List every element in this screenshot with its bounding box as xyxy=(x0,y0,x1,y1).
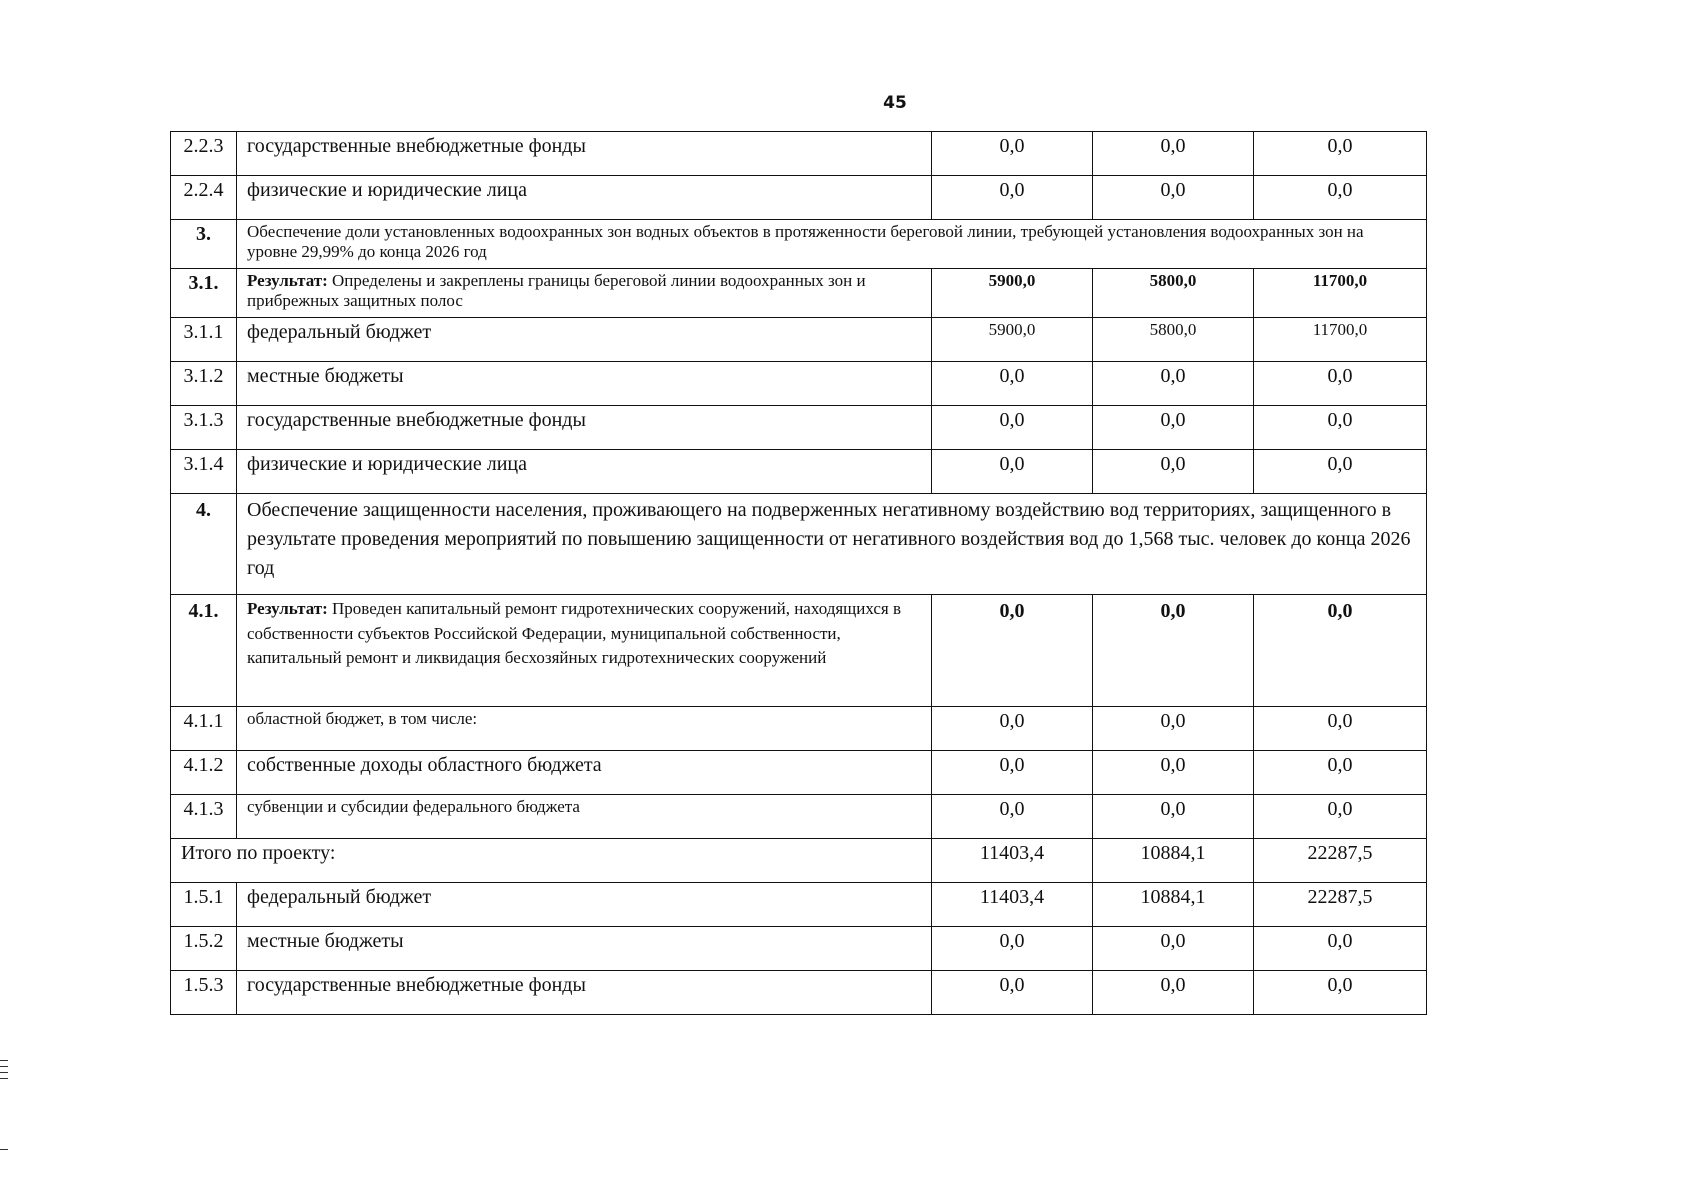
table-row xyxy=(171,971,1427,1015)
value-cell: 0,0 xyxy=(1254,751,1427,795)
value-cell: 0,0 xyxy=(932,751,1093,795)
budget-table xyxy=(170,131,1427,1015)
row-name: государственные внебюджетные фонды xyxy=(237,132,932,176)
table-row xyxy=(171,795,1427,839)
value-cell: 0,0 xyxy=(1093,971,1254,1015)
value-cell: 0,0 xyxy=(1093,406,1254,450)
row-number: 4.1.1 xyxy=(171,707,237,751)
task-description: Обеспечение защищенности населения, проживающего на подверженных негативному воздействию вод территориях, защищенного в результате проведения мероприятий по повышению защищенности от негативного воздействия вод до 1,568 тыс. человек до конца 2026 год xyxy=(237,494,1427,595)
row-number: 4.1.3 xyxy=(171,795,237,839)
table-row xyxy=(171,176,1427,220)
value-cell: 0,0 xyxy=(1254,132,1427,176)
task-row xyxy=(171,220,1427,269)
row-name: физические и юридические лица xyxy=(237,176,932,220)
value-cell: 0,0 xyxy=(1093,595,1254,707)
row-number: 3.1. xyxy=(171,269,237,318)
table-row xyxy=(171,406,1427,450)
value-cell: 0,0 xyxy=(932,927,1093,971)
value-cell: 11700,0 xyxy=(1254,318,1427,362)
value-cell: 0,0 xyxy=(1254,450,1427,494)
table-row xyxy=(171,132,1427,176)
value-cell: 0,0 xyxy=(1093,927,1254,971)
value-cell: 0,0 xyxy=(1254,176,1427,220)
edge-tick xyxy=(0,1072,8,1073)
value-cell: 0,0 xyxy=(1093,751,1254,795)
total-label: Итого по проекту: xyxy=(171,839,932,883)
page-number: 45 xyxy=(883,93,907,113)
row-number: 3.1.3 xyxy=(171,406,237,450)
row-number: 4. xyxy=(171,494,237,595)
table-row xyxy=(171,707,1427,751)
table-row xyxy=(171,318,1427,362)
row-number: 4.1. xyxy=(171,595,237,707)
row-number: 4.1.2 xyxy=(171,751,237,795)
value-cell: 0,0 xyxy=(932,176,1093,220)
result-description xyxy=(237,269,932,318)
value-cell: 0,0 xyxy=(932,362,1093,406)
result-text: Проведен капитальный ремонт гидротехнических сооружений, находящихся в собственности субъектов Российской Федерации, муниципальной собственности, капитальный ремонт и ликвидация бесхозяйных гидротехнических сооружений xyxy=(247,599,902,668)
row-number: 3.1.2 xyxy=(171,362,237,406)
edge-tick xyxy=(0,1149,8,1150)
result-label: Результат: xyxy=(247,271,328,290)
value-cell: 0,0 xyxy=(1093,362,1254,406)
value-cell: 0,0 xyxy=(1093,707,1254,751)
row-name: федеральный бюджет xyxy=(237,318,932,362)
table-row xyxy=(171,751,1427,795)
value-cell: 5900,0 xyxy=(932,318,1093,362)
row-number: 1.5.2 xyxy=(171,927,237,971)
value-cell: 0,0 xyxy=(1093,450,1254,494)
row-number: 3.1.4 xyxy=(171,450,237,494)
result-label: Результат: xyxy=(247,599,328,618)
edge-tick xyxy=(0,1066,8,1067)
value-cell: 5800,0 xyxy=(1093,318,1254,362)
task-row xyxy=(171,494,1427,595)
row-number: 2.2.4 xyxy=(171,176,237,220)
table-row xyxy=(171,362,1427,406)
task-description: Обеспечение доли установленных водоохранных зон водных объектов в протяженности береговой линии, требующей установления водоохранных зон на уровне 29,99% до конца 2026 год xyxy=(237,220,1427,269)
row-number: 3.1.1 xyxy=(171,318,237,362)
row-name: физические и юридические лица xyxy=(237,450,932,494)
row-name: федеральный бюджет xyxy=(237,883,932,927)
value-cell: 0,0 xyxy=(932,795,1093,839)
value-cell: 0,0 xyxy=(932,132,1093,176)
table-row xyxy=(171,927,1427,971)
value-cell: 11403,4 xyxy=(932,839,1093,883)
value-cell: 0,0 xyxy=(1254,795,1427,839)
value-cell: 5800,0 xyxy=(1093,269,1254,318)
value-cell: 0,0 xyxy=(932,595,1093,707)
value-cell: 0,0 xyxy=(932,971,1093,1015)
value-cell: 0,0 xyxy=(1093,176,1254,220)
value-cell: 11403,4 xyxy=(932,883,1093,927)
value-cell: 0,0 xyxy=(1254,362,1427,406)
row-name: субвенции и субсидии федерального бюджета xyxy=(237,795,932,839)
row-name: собственные доходы областного бюджета xyxy=(237,751,932,795)
row-name: областной бюджет, в том числе: xyxy=(237,707,932,751)
value-cell: 0,0 xyxy=(1093,795,1254,839)
value-cell: 0,0 xyxy=(1254,971,1427,1015)
result-row xyxy=(171,269,1427,318)
row-number: 1.5.3 xyxy=(171,971,237,1015)
value-cell: 0,0 xyxy=(932,707,1093,751)
value-cell: 22287,5 xyxy=(1254,839,1427,883)
table-row xyxy=(171,883,1427,927)
row-name: местные бюджеты xyxy=(237,927,932,971)
value-cell: 5900,0 xyxy=(932,269,1093,318)
row-number: 1.5.1 xyxy=(171,883,237,927)
value-cell: 0,0 xyxy=(932,406,1093,450)
edge-tick xyxy=(0,1078,8,1079)
value-cell: 22287,5 xyxy=(1254,883,1427,927)
result-text: Определены и закреплены границы береговой линии водоохранных зон и прибрежных защитных полос xyxy=(247,271,866,311)
value-cell: 0,0 xyxy=(1254,406,1427,450)
scan-edge-marks xyxy=(0,1060,8,1155)
value-cell: 11700,0 xyxy=(1254,269,1427,318)
row-name: государственные внебюджетные фонды xyxy=(237,971,932,1015)
table-row xyxy=(171,450,1427,494)
row-number: 3. xyxy=(171,220,237,269)
value-cell: 0,0 xyxy=(1254,707,1427,751)
result-row xyxy=(171,595,1427,707)
value-cell: 0,0 xyxy=(1254,595,1427,707)
edge-tick xyxy=(0,1060,8,1061)
result-description xyxy=(237,595,932,707)
row-number: 2.2.3 xyxy=(171,132,237,176)
total-row xyxy=(171,839,1427,883)
value-cell: 10884,1 xyxy=(1093,883,1254,927)
value-cell: 0,0 xyxy=(1093,132,1254,176)
value-cell: 0,0 xyxy=(932,450,1093,494)
value-cell: 0,0 xyxy=(1254,927,1427,971)
row-name: местные бюджеты xyxy=(237,362,932,406)
row-name: государственные внебюджетные фонды xyxy=(237,406,932,450)
value-cell: 10884,1 xyxy=(1093,839,1254,883)
